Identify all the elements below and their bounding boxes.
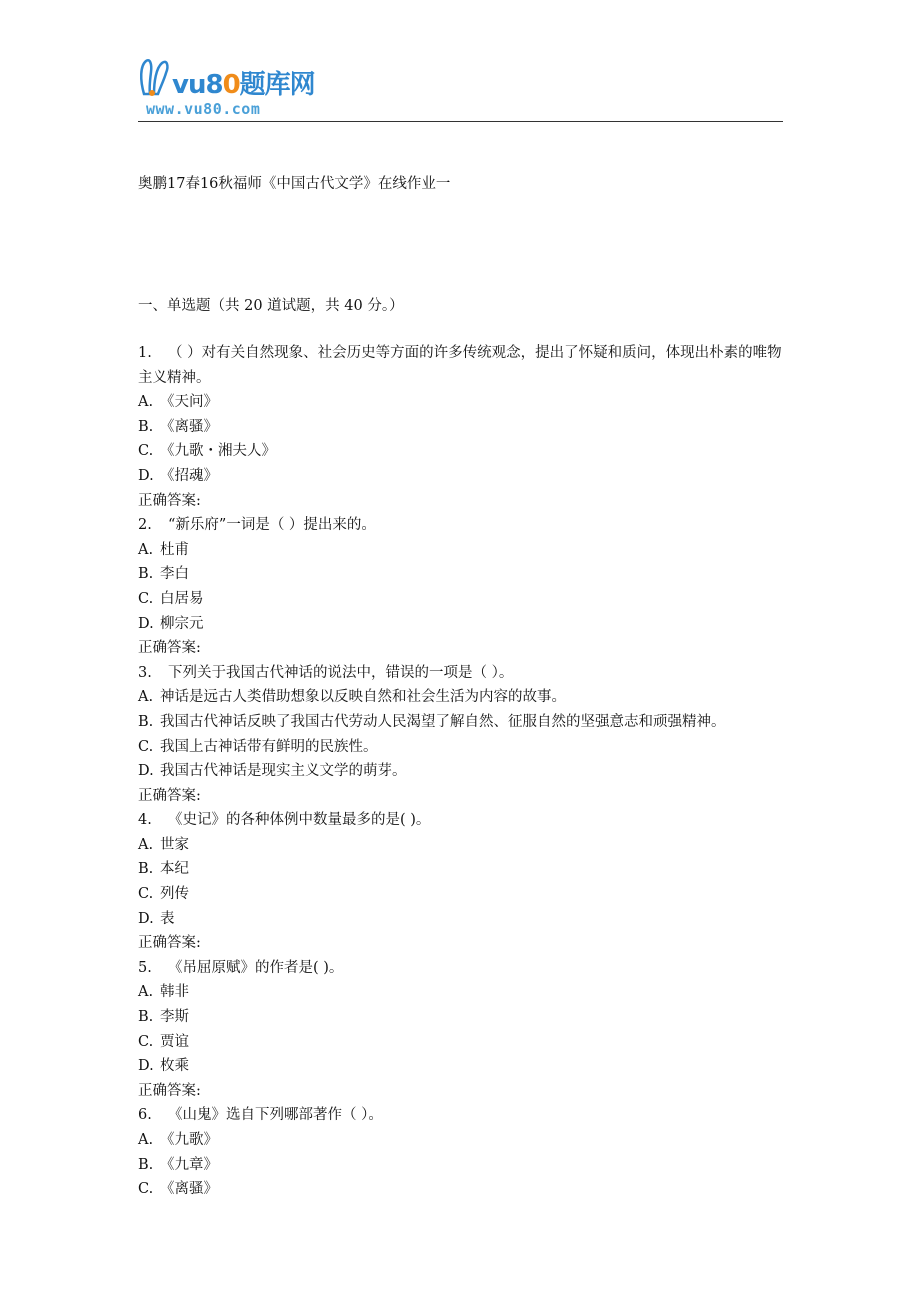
option-text: 《离骚》 [160, 1181, 218, 1198]
question-item [138, 808, 788, 956]
correct-answer-label: 正确答案: [138, 935, 201, 952]
question-item [138, 341, 788, 513]
option-text: 李白 [160, 566, 189, 583]
question-list [138, 341, 788, 1202]
option-key: B. [138, 566, 154, 583]
answer-option [138, 390, 788, 415]
question-number: 4. [138, 812, 152, 829]
answer-option [138, 612, 788, 637]
option-key: C. [138, 1033, 154, 1050]
question-number: 3. [138, 664, 152, 681]
option-key: D. [138, 763, 154, 780]
question-number: 2. [138, 517, 152, 534]
option-text: 我国上古神话带有鲜明的民族性。 [160, 738, 378, 755]
option-text: 白居易 [160, 590, 204, 607]
question-text: 《史记》的各种体例中数量最多的是( )。 [168, 812, 431, 829]
answer-option [138, 1005, 788, 1030]
logo-mark [138, 58, 328, 98]
option-text: 《九歌・湘夫人》 [160, 443, 276, 460]
question-text: 《山鬼》选自下列哪部著作（ ）。 [168, 1107, 383, 1124]
option-text: 贾谊 [160, 1033, 189, 1050]
question-number: 6. [138, 1107, 152, 1124]
answer-option [138, 759, 788, 784]
option-text: 世家 [160, 836, 189, 853]
question-number: 1. [138, 345, 152, 361]
question-text: “新乐府”一词是（ ）提出来的。 [168, 517, 376, 534]
question-stem [138, 513, 788, 538]
answer-option [138, 907, 788, 932]
option-key: C. [138, 1181, 154, 1198]
logo-brand-prefix: vu8 [172, 70, 223, 100]
answer-option [138, 1177, 788, 1202]
option-text: 《九章》 [160, 1156, 218, 1173]
option-text: 《招魂》 [160, 467, 218, 484]
answer-option [138, 464, 788, 489]
answer-option [138, 882, 788, 907]
option-key: A. [138, 394, 154, 411]
logo-url-text: www.vu80.com [146, 100, 261, 118]
option-key: A. [138, 984, 154, 1001]
answer-option [138, 439, 788, 464]
question-number: 5. [138, 959, 152, 976]
option-text: 《离骚》 [160, 418, 218, 435]
question-item [138, 661, 788, 809]
header-divider [138, 121, 783, 122]
question-stem [138, 1103, 788, 1128]
answer-option [138, 562, 788, 587]
answer-option [138, 1153, 788, 1178]
option-key: D. [138, 615, 154, 632]
option-text: 本纪 [160, 861, 189, 878]
option-key: B. [138, 1009, 154, 1026]
page-header [138, 52, 783, 124]
option-key: B. [138, 713, 154, 730]
document-title: 奥鹏17春16秋福师《中国古代文学》在线作业一 [138, 176, 451, 192]
option-key: D. [138, 467, 154, 484]
option-text: 《天问》 [160, 394, 218, 411]
question-text: 下列关于我国古代神话的说法中，错误的一项是（ ）。 [168, 664, 514, 681]
question-text: （ ）对有关自然现象、社会历史等方面的许多传统观念，提出了怀疑和质问，体现出朴素的唯物主义精神。 [138, 345, 782, 386]
question-item [138, 1103, 788, 1201]
option-key: A. [138, 1132, 154, 1148]
option-text: 神话是远古人类借助想象以反映自然和社会生活为内容的故事。 [160, 689, 566, 706]
option-key: B. [138, 418, 154, 435]
answer-option [138, 980, 788, 1005]
correct-answer-label: 正确答案: [138, 492, 201, 509]
correct-answer-label: 正确答案: [138, 1082, 201, 1099]
option-text: 柳宗元 [160, 615, 204, 632]
answer-option [138, 685, 788, 710]
option-text: 杜甫 [160, 541, 189, 558]
rabbit-ears-icon [138, 58, 172, 98]
option-key: C. [138, 738, 154, 755]
answer-option [138, 735, 788, 760]
option-key: A. [138, 689, 154, 706]
option-key: C. [138, 590, 154, 607]
answer-option [138, 710, 788, 735]
option-key: C. [138, 886, 154, 903]
option-key: D. [138, 910, 154, 927]
answer-option [138, 1030, 788, 1055]
site-logo[interactable] [138, 58, 328, 120]
question-stem [138, 341, 788, 390]
option-key: C. [138, 443, 154, 460]
question-stem [138, 808, 788, 833]
option-text: 枚乘 [160, 1058, 189, 1075]
option-text: 《九歌》 [160, 1132, 218, 1148]
answer-option [138, 587, 788, 612]
option-text: 我国古代神话反映了我国古代劳动人民渴望了解自然、征服自然的坚强意志和顽强精神。 [160, 713, 726, 730]
answer-option [138, 1128, 788, 1153]
option-text: 韩非 [160, 984, 189, 1001]
option-text: 列传 [160, 886, 189, 903]
question-stem [138, 661, 788, 686]
option-key: A. [138, 836, 154, 853]
correct-answer-label: 正确答案: [138, 640, 201, 657]
option-key: B. [138, 861, 154, 878]
answer-option [138, 415, 788, 440]
logo-brand-accent: 0 [222, 70, 240, 100]
logo-brand-suffix: 题库网 [239, 70, 315, 100]
question-stem [138, 956, 788, 981]
correct-answer-label: 正确答案: [138, 787, 201, 804]
answer-option [138, 857, 788, 882]
answer-option [138, 1054, 788, 1079]
logo-brand-text [172, 64, 315, 101]
question-text: 《吊屈原赋》的作者是( )。 [168, 959, 344, 976]
question-item [138, 513, 788, 661]
option-text: 表 [160, 910, 175, 927]
section-title: 一、单选题（共 20 道试题，共 40 分。） [138, 298, 404, 314]
option-key: A. [138, 541, 154, 558]
option-text: 我国古代神话是现实主义文学的萌芽。 [160, 763, 407, 780]
option-text: 李斯 [160, 1009, 189, 1026]
option-key: B. [138, 1156, 154, 1173]
answer-option [138, 833, 788, 858]
question-item [138, 956, 788, 1104]
answer-option [138, 538, 788, 563]
option-key: D. [138, 1058, 154, 1075]
